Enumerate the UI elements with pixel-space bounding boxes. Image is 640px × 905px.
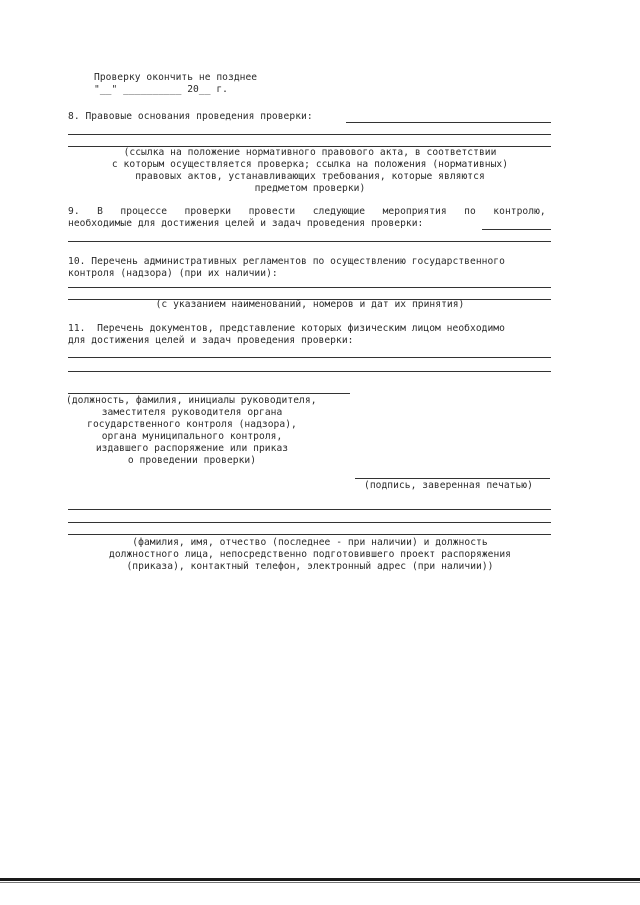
item10-line-1: 10. Перечень административных регламентов по осуществлению государственного — [68, 256, 505, 267]
official-caption-line-1: (должность, фамилия, инициалы руководителя, — [66, 395, 317, 406]
item8-fill-line-2 — [68, 134, 551, 135]
item11-line-2: для достижения целей и задач проведения проверки: — [68, 335, 354, 346]
official-caption-line-5: издавшего распоряжение или приказ — [95, 443, 289, 454]
official-caption-line-6: о проведении проверки) — [127, 455, 257, 466]
item8-label: 8. Правовые основания проведения проверки: — [68, 111, 313, 122]
signature-line — [355, 478, 550, 479]
preparer-fill-line-1 — [68, 509, 551, 510]
scan-edge-shadow — [0, 882, 640, 883]
signature-caption: (подпись, заверенная печатью) — [364, 480, 533, 491]
official-caption-line-4: органа муниципального контроля, — [101, 431, 283, 442]
item9-fill-line-1 — [482, 229, 551, 230]
official-caption-line-2: заместителя руководителя органа — [101, 407, 283, 418]
item11-line-1: 11. Перечень документов, представление которых физическим лицом необходимо — [68, 323, 505, 334]
official-caption-line-3: государственного контроля (надзора), — [87, 419, 297, 430]
item8-fill-line-1 — [346, 122, 551, 123]
preparer-caption-line-2: должностного лица, непосредственно подготовившего проект распоряжения — [109, 549, 511, 560]
item9-fill-line-2 — [68, 241, 551, 242]
item10-fill-line-1 — [68, 287, 551, 288]
item8-caption-line-3: правовых актов, устанавливающих требования, которые являются — [135, 171, 485, 182]
preparer-caption-line-3: (приказа), контактный телефон, электронный адрес (при наличии)) — [126, 561, 494, 572]
item8-caption-line-4: предметом проверки) — [254, 183, 366, 194]
preparer-fill-line-3 — [68, 534, 551, 535]
item10-caption: (с указанием наименований, номеров и дат их принятия) — [155, 299, 465, 310]
item9-line-2: необходимые для достижения целей и задач проведения проверки: — [68, 218, 424, 229]
item10-line-2: контроля (надзора) (при их наличии): — [68, 268, 278, 279]
item11-fill-line-1 — [68, 357, 551, 358]
deadline-date-line: "__" __________ 20__ г. — [94, 84, 228, 95]
preparer-fill-line-2 — [68, 522, 551, 523]
item11-fill-line-2 — [68, 371, 551, 372]
preparer-caption-line-1: (фамилия, имя, отчество (последнее - при наличии) и должность — [132, 537, 488, 548]
scan-edge-line — [0, 878, 640, 881]
item9-line-1: 9. В процессе проверки провести следующие мероприятия по контролю, — [68, 206, 546, 217]
deadline-text: Проверку окончить не позднее — [94, 72, 258, 83]
item8-caption-line-2: с которым осуществляется проверка; ссылка на положения (нормативных) — [111, 159, 509, 170]
official-fill-line — [68, 393, 350, 394]
item8-caption-line-1: (ссылка на положение нормативного правового акта, в соответствии — [123, 147, 497, 158]
